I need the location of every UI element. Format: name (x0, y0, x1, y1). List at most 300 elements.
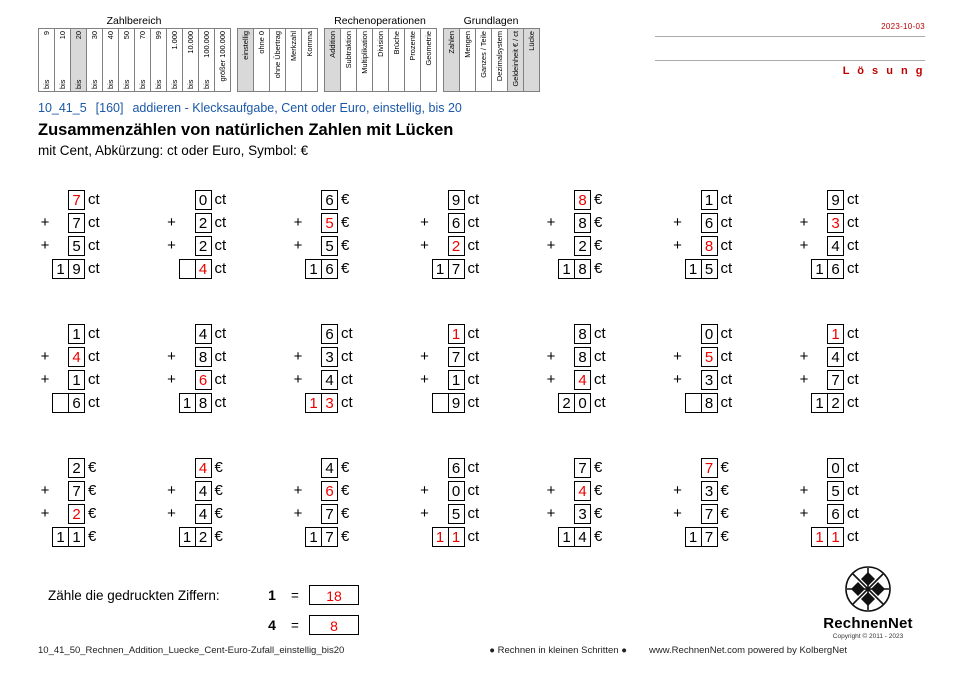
digit-cell[interactable]: 7 (827, 370, 844, 390)
operator-symbol (797, 190, 811, 210)
digit-count-answer[interactable]: 8 (309, 615, 359, 635)
digit-cell[interactable]: 1 (448, 527, 465, 547)
digit-cell[interactable]: 8 (574, 190, 591, 210)
operator-symbol: + (40, 482, 50, 499)
digit-cell[interactable]: 0 (827, 458, 844, 478)
digit-cell[interactable]: 7 (68, 481, 85, 501)
digit-spacer (179, 370, 196, 390)
digit-cell[interactable]: 8 (195, 347, 212, 367)
digit-cell[interactable]: 1 (448, 370, 465, 390)
digit-count-answer[interactable]: 18 (309, 585, 359, 605)
problem-line (291, 393, 353, 413)
operator-symbol: + (673, 348, 682, 365)
category-cell[interactable] (70, 28, 87, 92)
header-right (655, 14, 925, 77)
currency-unit: ct (847, 505, 859, 522)
digit-cell[interactable] (685, 393, 702, 413)
digit-cell[interactable] (179, 259, 196, 279)
currency-unit: € (720, 505, 729, 522)
digit-cell[interactable]: 2 (195, 213, 212, 233)
digit-cell[interactable]: 1 (827, 324, 844, 344)
category-cell[interactable] (324, 28, 341, 92)
problem-line (544, 370, 606, 390)
currency-unit: ct (720, 214, 733, 231)
digit-spacer (432, 370, 449, 390)
equals-sign: = (291, 587, 299, 603)
digit-cell[interactable]: 5 (827, 481, 844, 501)
operator-symbol (671, 458, 685, 478)
digit-cell[interactable]: 6 (321, 190, 338, 210)
currency-unit: ct (88, 214, 100, 231)
problem-line (418, 190, 480, 210)
problem (418, 458, 545, 547)
problem-line (38, 213, 100, 233)
operator-symbol: + (167, 214, 176, 231)
digit-cell[interactable]: 3 (321, 347, 338, 367)
operator-symbol (38, 324, 52, 344)
category-cell-prefix: bis (138, 79, 147, 89)
digit-cell[interactable]: 6 (321, 324, 338, 344)
digit-cell[interactable]: 6 (68, 393, 85, 413)
digit-cell[interactable]: 4 (195, 324, 212, 344)
digit-cell[interactable]: 4 (574, 527, 591, 547)
operator-symbol: + (420, 505, 429, 522)
currency-unit: ct (467, 505, 480, 522)
exercise-grid (38, 190, 925, 592)
digit-spacer (811, 213, 828, 233)
digit-spacer (179, 236, 196, 256)
problem-line (671, 481, 729, 501)
problem-line (165, 347, 227, 367)
digit-cell[interactable]: 2 (195, 236, 212, 256)
category-cell[interactable] (491, 28, 508, 92)
category-cell[interactable] (356, 28, 373, 92)
digit-cell[interactable]: 8 (701, 393, 718, 413)
operator-symbol: + (167, 237, 176, 254)
category-cell[interactable] (118, 28, 135, 92)
digit-cell[interactable]: 9 (68, 259, 85, 279)
problem-line (291, 259, 349, 279)
operator-symbol: + (546, 371, 556, 388)
category-cell[interactable] (301, 28, 318, 92)
digit-cell[interactable]: 2 (195, 527, 212, 547)
digit-cell[interactable]: 8 (574, 347, 591, 367)
problem-line (418, 458, 480, 478)
digit-spacer (685, 481, 702, 501)
digit-cell[interactable]: 3 (701, 370, 718, 390)
digit-cell[interactable]: 2 (574, 236, 591, 256)
category-cell[interactable] (443, 28, 460, 92)
category-cell[interactable] (150, 28, 167, 92)
digit-cell[interactable]: 1 (305, 393, 322, 413)
category-cell-label: einstellig (241, 31, 250, 60)
digit-cell[interactable]: 8 (701, 236, 718, 256)
currency-unit: ct (214, 394, 227, 411)
category-cell[interactable] (507, 28, 524, 92)
category-cell[interactable] (182, 28, 199, 92)
problem-line (418, 504, 480, 524)
category-cell-label: 100.000 (202, 31, 211, 58)
category-group (443, 14, 539, 92)
digit-cell[interactable]: 1 (685, 259, 702, 279)
digit-cell[interactable]: 4 (195, 458, 212, 478)
digit-cell[interactable]: 3 (321, 393, 338, 413)
currency-unit: ct (847, 237, 859, 254)
digit-cell[interactable]: 0 (195, 190, 212, 210)
category-cell[interactable] (86, 28, 103, 92)
digit-cell[interactable]: 7 (574, 458, 591, 478)
operator-symbol (418, 527, 432, 547)
digit-cell[interactable]: 1 (68, 324, 85, 344)
digit-cell[interactable]: 3 (574, 504, 591, 524)
problem-line (797, 481, 859, 501)
category-cell[interactable] (198, 28, 215, 92)
operator-symbol: + (799, 482, 809, 499)
digit-cell[interactable]: 0 (574, 393, 591, 413)
digit-cell[interactable]: 7 (448, 259, 465, 279)
digit-cell[interactable]: 4 (195, 481, 212, 501)
operator-symbol: + (167, 482, 176, 499)
problem (38, 324, 165, 413)
category-matrix (38, 14, 539, 92)
digit-cell[interactable]: 1 (432, 259, 449, 279)
operator-symbol (797, 259, 811, 279)
digit-cell[interactable]: 7 (448, 347, 465, 367)
operator-symbol (291, 393, 305, 413)
digit-cell[interactable]: 5 (701, 259, 718, 279)
digit-cell[interactable]: 9 (448, 190, 465, 210)
digit-cell[interactable]: 1 (448, 324, 465, 344)
digit-cell[interactable]: 9 (827, 190, 844, 210)
digit-cell[interactable]: 1 (305, 259, 322, 279)
digit-cell[interactable]: 3 (701, 481, 718, 501)
digit-spacer (558, 370, 575, 390)
operator-symbol (418, 458, 432, 478)
operator-symbol: + (40, 505, 50, 522)
digit-cell[interactable]: 6 (321, 259, 338, 279)
problem-line (797, 370, 859, 390)
digit-cell[interactable]: 1 (811, 393, 828, 413)
category-cell-prefix: bis (154, 79, 163, 89)
problem (418, 324, 545, 413)
digit-spacer (305, 190, 322, 210)
digit-cell[interactable]: 8 (195, 393, 212, 413)
digit-cell[interactable]: 1 (558, 259, 575, 279)
digit-cell[interactable]: 7 (701, 458, 718, 478)
category-cell[interactable] (523, 28, 540, 92)
digit-cell[interactable]: 8 (574, 259, 591, 279)
category-cell[interactable] (102, 28, 119, 92)
digit-spacer (685, 236, 702, 256)
digit-cell[interactable]: 1 (811, 527, 828, 547)
digit-cell[interactable]: 4 (574, 370, 591, 390)
currency-unit: ct (214, 348, 227, 365)
digit-cell[interactable]: 6 (448, 458, 465, 478)
digit-spacer (179, 190, 196, 210)
currency-unit: ct (847, 459, 859, 476)
digit-cell[interactable]: 4 (321, 458, 338, 478)
digit-cell[interactable]: 6 (701, 213, 718, 233)
category-cell-prefix: bis (170, 79, 179, 89)
currency-unit: ct (847, 482, 859, 499)
digit-cell[interactable]: 1 (432, 527, 449, 547)
category-cell[interactable] (237, 28, 254, 92)
digit-spacer (305, 481, 322, 501)
digit-cell[interactable]: 7 (701, 504, 718, 524)
category-cell-label: 10.000 (186, 31, 195, 54)
currency-unit: € (88, 528, 97, 545)
digit-cell[interactable]: 4 (68, 347, 85, 367)
currency-unit: ct (88, 325, 100, 342)
digit-cell[interactable]: 5 (701, 347, 718, 367)
digit-cell[interactable]: 6 (448, 213, 465, 233)
worksheet-count: [160] (95, 101, 124, 115)
problem-line (797, 393, 859, 413)
digit-cell[interactable]: 4 (195, 504, 212, 524)
problem-line (291, 324, 353, 344)
operator-symbol (797, 393, 811, 413)
digit-spacer (179, 347, 196, 367)
problem-line (418, 324, 480, 344)
digit-spacer (52, 190, 69, 210)
currency-unit: ct (88, 394, 100, 411)
problem-line (671, 504, 729, 524)
problem-line (38, 236, 100, 256)
digit-cell[interactable]: 1 (68, 527, 85, 547)
digit-cell[interactable]: 0 (701, 324, 718, 344)
digit-cell[interactable]: 7 (321, 527, 338, 547)
digit-cell[interactable]: 1 (558, 527, 575, 547)
digit-cell[interactable]: 8 (574, 324, 591, 344)
problem-line (418, 393, 480, 413)
footer-filename: 10_41_50_Rechnen_Addition_Luecke_Cent-Euro-Zufall_einstellig_bis20 (38, 645, 345, 656)
digit-spacer (685, 458, 702, 478)
currency-unit: ct (720, 191, 733, 208)
digit-spacer (179, 213, 196, 233)
operator-symbol (165, 259, 179, 279)
digit-cell[interactable]: 5 (68, 236, 85, 256)
problem (418, 190, 545, 279)
category-cell-prefix: bis (186, 79, 195, 89)
problem-line (671, 347, 733, 367)
digit-cell[interactable]: 4 (321, 370, 338, 390)
digit-cell[interactable]: 0 (448, 481, 465, 501)
operator-symbol: + (167, 371, 176, 388)
currency-unit: ct (88, 237, 100, 254)
category-cell[interactable] (38, 28, 55, 92)
category-cell[interactable] (285, 28, 302, 92)
digit-cell[interactable]: 2 (827, 393, 844, 413)
operator-symbol (671, 393, 685, 413)
digit-cell[interactable]: 4 (195, 259, 212, 279)
problem-line (544, 213, 602, 233)
operator-symbol: + (546, 348, 556, 365)
digit-cell[interactable] (432, 393, 449, 413)
category-cell-label: Addition (328, 31, 337, 58)
operator-symbol (671, 259, 685, 279)
digit-spacer (52, 236, 69, 256)
digit-spacer (432, 213, 449, 233)
operator-symbol: + (546, 482, 556, 499)
digit-cell[interactable]: 6 (195, 370, 212, 390)
problem-line (38, 481, 96, 501)
problem-line (165, 458, 223, 478)
header-rule-bottom (655, 59, 925, 61)
category-cell[interactable] (459, 28, 476, 92)
operator-symbol (165, 527, 179, 547)
digit-cell[interactable]: 1 (179, 527, 196, 547)
problem-line (418, 259, 480, 279)
digit-cell[interactable]: 7 (68, 213, 85, 233)
digit-spacer (305, 370, 322, 390)
operator-symbol (291, 527, 305, 547)
digit-cell[interactable]: 8 (574, 213, 591, 233)
digit-cell[interactable]: 1 (52, 259, 69, 279)
operator-symbol (38, 190, 52, 210)
category-cell-label: Ganzes / Teile (479, 31, 488, 78)
currency-unit: € (594, 191, 603, 208)
operator-symbol (418, 393, 432, 413)
operator-symbol: + (546, 505, 556, 522)
digit-spacer (432, 504, 449, 524)
category-cell[interactable] (475, 28, 492, 92)
digit-cell[interactable]: 7 (68, 190, 85, 210)
digit-count-row (263, 614, 359, 636)
category-cell-prefix: bis (58, 79, 67, 89)
brand-logo (803, 565, 933, 640)
currency-unit: ct (720, 348, 733, 365)
digit-cell[interactable]: 1 (811, 259, 828, 279)
category-cell-label: 40 (106, 31, 115, 40)
digit-spacer (179, 504, 196, 524)
category-cell-label: 1.000 (170, 31, 179, 50)
currency-unit: ct (467, 348, 480, 365)
category-cell-label: ohne Übertrag (273, 31, 282, 79)
digit-spacer (811, 370, 828, 390)
digit-cell[interactable]: 6 (321, 481, 338, 501)
currency-unit: € (214, 505, 223, 522)
category-cell-label: Mengen (463, 31, 472, 58)
currency-unit: € (594, 482, 603, 499)
category-cell-label: Subtraktion (344, 31, 353, 69)
category-cell[interactable] (54, 28, 71, 92)
page-title: Zusammenzählen von natürlichen Zahlen mit Lücken (38, 121, 454, 139)
operator-symbol (544, 190, 558, 210)
problem (797, 324, 924, 413)
operator-symbol: + (673, 237, 682, 254)
operator-symbol (38, 527, 52, 547)
problem-line (165, 393, 227, 413)
digit-cell[interactable] (52, 393, 69, 413)
operator-symbol: + (293, 214, 303, 231)
digit-cell[interactable]: 2 (448, 236, 465, 256)
digit-cell[interactable]: 1 (179, 393, 196, 413)
category-cell-prefix: bis (106, 79, 115, 89)
currency-unit: ct (467, 482, 480, 499)
digit-cell[interactable]: 3 (827, 213, 844, 233)
category-cell[interactable] (372, 28, 389, 92)
problem-line (671, 393, 733, 413)
currency-unit: ct (594, 325, 606, 342)
problem (797, 190, 924, 279)
problem-line (544, 527, 602, 547)
problem-line (165, 213, 227, 233)
category-cell[interactable] (253, 28, 270, 92)
operator-symbol (165, 393, 179, 413)
currency-unit: ct (467, 325, 480, 342)
digit-cell[interactable]: 7 (701, 527, 718, 547)
digit-count-rows (263, 584, 359, 644)
category-cell-label: Merkzahl (289, 31, 298, 61)
operator-symbol (418, 190, 432, 210)
category-cell[interactable] (340, 28, 357, 92)
currency-unit: ct (847, 394, 859, 411)
digit-cell[interactable]: 7 (321, 504, 338, 524)
currency-unit: ct (847, 348, 859, 365)
problem (671, 190, 798, 279)
digit-cell[interactable]: 9 (448, 393, 465, 413)
digit-cell[interactable]: 1 (685, 527, 702, 547)
category-cell[interactable] (388, 28, 405, 92)
digit-cell[interactable]: 1 (305, 527, 322, 547)
digit-spacer (305, 236, 322, 256)
currency-unit: ct (594, 394, 606, 411)
category-cell[interactable] (404, 28, 421, 92)
digit-cell[interactable]: 1 (701, 190, 718, 210)
problem-row (38, 190, 925, 279)
digit-spacer (52, 213, 69, 233)
digit-cell[interactable]: 5 (448, 504, 465, 524)
currency-unit: ct (214, 191, 227, 208)
digit-spacer (179, 324, 196, 344)
digit-cell[interactable]: 1 (827, 527, 844, 547)
currency-unit: ct (467, 371, 480, 388)
operator-symbol (418, 259, 432, 279)
digit-cell[interactable]: 2 (558, 393, 575, 413)
currency-unit: € (594, 459, 603, 476)
currency-unit: ct (847, 214, 859, 231)
digit-cell[interactable]: 4 (827, 236, 844, 256)
category-cell[interactable] (420, 28, 437, 92)
digit-spacer (305, 504, 322, 524)
digit-spacer (305, 213, 322, 233)
operator-symbol: + (293, 348, 303, 365)
digit-cell[interactable]: 2 (68, 504, 85, 524)
problem-line (38, 504, 96, 524)
digit-cell[interactable]: 1 (68, 370, 85, 390)
category-cell-label: Brüche (392, 31, 401, 55)
digit-cell[interactable]: 6 (827, 504, 844, 524)
digit-cell[interactable]: 1 (52, 527, 69, 547)
digit-cell[interactable]: 4 (574, 481, 591, 501)
digit-spacer (52, 347, 69, 367)
currency-unit: € (341, 528, 350, 545)
document-date: 2023-10-03 (881, 22, 925, 31)
digit-cell[interactable]: 5 (321, 236, 338, 256)
category-cell[interactable] (166, 28, 183, 92)
category-cell[interactable] (214, 28, 231, 92)
category-cell[interactable] (134, 28, 151, 92)
digit-cell[interactable]: 6 (827, 259, 844, 279)
category-cell[interactable] (269, 28, 286, 92)
currency-unit: ct (88, 348, 100, 365)
digit-cell[interactable]: 2 (68, 458, 85, 478)
problem-line (418, 236, 480, 256)
currency-unit: € (88, 505, 97, 522)
digit-cell[interactable]: 5 (321, 213, 338, 233)
currency-unit: ct (467, 191, 480, 208)
digit-cell[interactable]: 4 (827, 347, 844, 367)
